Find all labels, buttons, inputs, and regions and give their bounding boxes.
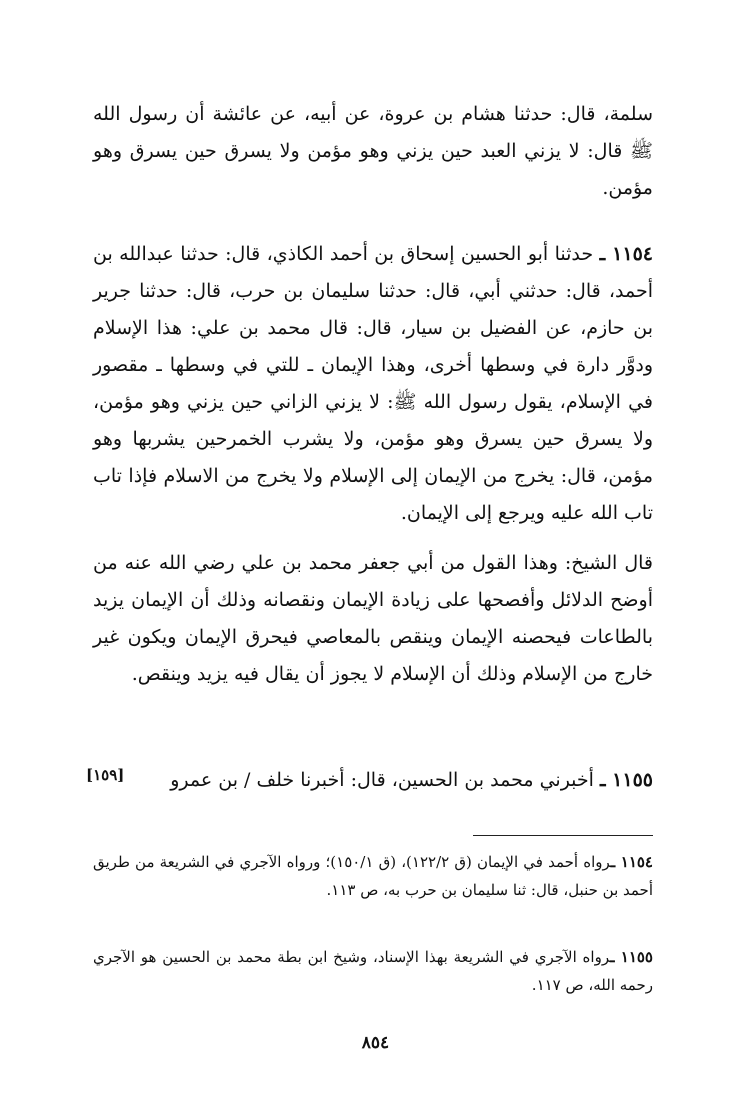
footnote-number: ١١٥٥ ـ [610, 948, 653, 966]
hadith-text: حدثنا أبو الحسين إسحاق بن أحمد الكاذي، قال: حدثنا عبدالله بن أحمد، قال: حدثني أبي، قال: حدثنا سليمان بن حرب، قال: حدثنا جرير بن حازم، عن الفضيل بن سيار، قال: قال محمد بن علي: هذا الإسلام ودوَّر دارة في وسطها أخرى، وهذا الإيمان ـ للتي في وسطها ـ مقصور في الإسلام، يقول رسول الله ﷺ: لا يزني الزاني حين يزني وهو مؤمن، ولا يسرق حين يسرق وهو مؤمن، ولا يشرب الخمرحين يشربها وهو مؤمن، قال: يخرج من الإيمان إلى الإسلام ولا يخرج من الاسلام فإذا تاب تاب الله عليه ويرجع إلى الإيمان. [93, 243, 653, 524]
manuscript-folio-reference: [١٥٩] [86, 766, 125, 784]
hadith-number: ١١٥٤ ـ [599, 243, 653, 265]
paragraph-continuation [93, 96, 653, 207]
footnote-1155 [93, 943, 653, 999]
page-number: ٨٥٤ [361, 1033, 390, 1053]
hadith-1155-body [93, 762, 653, 799]
footnote-body [93, 848, 653, 904]
hadith-text: أخبرني محمد بن الحسين، قال: أخبرنا خلف / بن عمرو [170, 769, 594, 791]
commentary-text: قال الشيخ: وهذا القول من أبي جعفر محمد بن علي رضي الله عنه من أوضح الدلائل وأفصحها على زيادة الإيمان ونقصانه وذلك أن الإيمان يزيد بالطاعات فيحصنه الإيمان وينقص بالمعاصي فيحرق الإيمان ويكون غير خارج من الإسلام وذلك أن الإسلام لا يجوز أن يقال فيه يزيد وينقص. [93, 552, 653, 685]
footnote-1154 [93, 848, 653, 904]
footnote-text: رواه الآجري في الشريعة بهذا الإسناد، وشيخ ابن بطة محمد بن الحسين هو الآجري رحمه الله، ص ١١٧. [93, 948, 653, 994]
hadith-1154 [93, 236, 653, 532]
footnote-text: رواه أحمد في الإيمان (ق ١٢٢/٢)، (ق ١٥٠/١)؛ ورواه الآجري في الشريعة من طريق أحمد بن حنبل، قال: ثنا سليمان بن حرب به، ص ١١٣. [93, 853, 653, 899]
sheikh-commentary [93, 545, 653, 693]
paragraph-text: سلمة، قال: حدثنا هشام بن عروة، عن أبيه، عن عائشة أن رسول الله ﷺ قال: لا يزني العبد حين يزني وهو مؤمن ولا يسرق حين يسرق وهو مؤمن. [93, 103, 653, 199]
footnote-body [93, 943, 653, 999]
hadith-1154-body [93, 236, 653, 532]
hadith-number: ١١٥٥ ـ [599, 769, 653, 791]
footnote-number: ١١٥٤ ـ [610, 853, 653, 871]
footnote-separator [473, 835, 653, 836]
hadith-1155 [93, 762, 653, 799]
